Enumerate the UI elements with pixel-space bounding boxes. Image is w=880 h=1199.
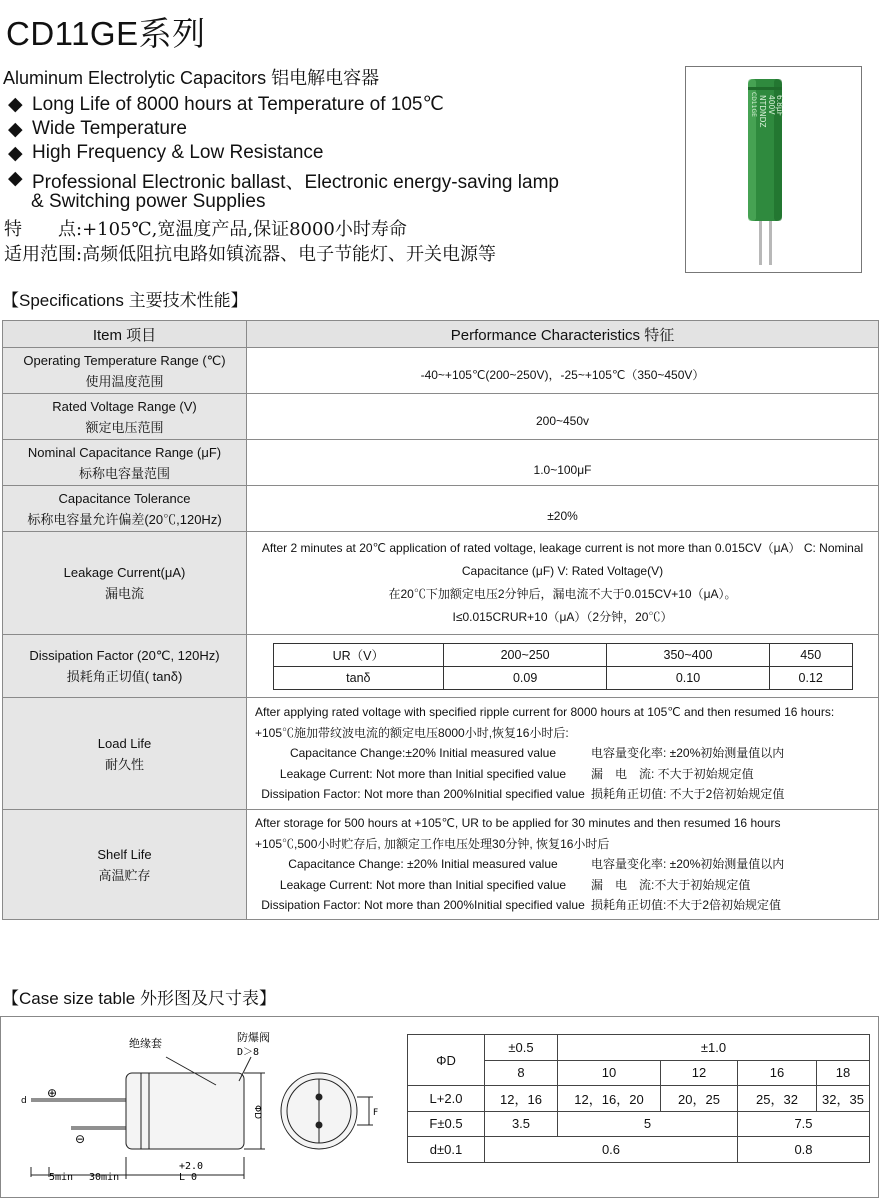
page-subtitle: Aluminum Electrolytic Capacitors 铝电解电容器 bbox=[3, 68, 380, 88]
svg-text:⊖: ⊖ bbox=[75, 1132, 86, 1146]
svg-text:d: d bbox=[21, 1096, 27, 1106]
value-cell: 200~450v bbox=[247, 394, 879, 440]
shelf-life-value-cell: After storage for 500 hours at +105℃, UR to be applied for 30 minutes and then resumed 16 hours +105℃,500小时贮存后, 加额定工作电压处理30分钟, 恢复16小时后 Capacitance Change: ±20% Initial measured value 电容量变化率: ±20%初始测量值以内 Leakage Current: Not more than Initial specified value 漏 电 流:不大于初始规定值 Dissipation Factor: Not more than 200%Initial specified value 损耗角正切值:不大于2倍初始规定值 bbox=[247, 810, 879, 920]
shelf-life-row bbox=[3, 810, 879, 920]
application-cn-line: 适用范围:高频低阻抗电路如镇流器、电子节能灯、开关电源等 bbox=[4, 244, 497, 265]
svg-text:L 0: L 0 bbox=[179, 1172, 198, 1183]
svg-text:ΦD: ΦD bbox=[252, 1105, 262, 1120]
diamond-bullet-icon: ◆ bbox=[8, 143, 23, 164]
dissipation-table: UR（V） 200~250 350~400 450 tanδ 0.09 0.10 0.12 bbox=[273, 643, 853, 690]
page-title: CD11GE系列 bbox=[6, 15, 206, 52]
svg-text:防爆阀: 防爆阀 bbox=[237, 1031, 270, 1044]
specifications-table bbox=[2, 320, 879, 920]
item-cell: Load Life 耐久性 bbox=[3, 698, 247, 810]
case-size-heading: 【Case size table 外形图及尺寸表】 bbox=[2, 989, 276, 1008]
diamond-bullet-icon: ◆ bbox=[8, 119, 23, 140]
svg-text:D＞8: D＞8 bbox=[237, 1047, 260, 1058]
feature-item: ◆ High Frequency & Low Resistance bbox=[8, 142, 324, 164]
feature-item: ◆ Wide Temperature bbox=[8, 118, 187, 140]
leakage-value-cell: After 2 minutes at 20℃ application of rated voltage, leakage current is not more than 0.015CV（μA） C: Nominal Capacitance (μF) V: Rated Voltage(V) 在20℃下加额定电压2分钟后，漏电流不大于0.015CV+10（μA）。 I≤0.015CRUR+10（μA）（2分钟，20℃） bbox=[247, 532, 879, 635]
specifications-heading: 【Specifications 主要技术性能】 bbox=[2, 291, 248, 310]
svg-text:CD11GE: CD11GE bbox=[750, 92, 757, 117]
svg-text:400V: 400V bbox=[767, 95, 776, 115]
table-row bbox=[3, 440, 879, 486]
feature-item: ◆ Professional Electronic ballast、Electronic energy-saving lamp bbox=[8, 168, 559, 193]
svg-text:5min: 5min bbox=[49, 1172, 74, 1183]
item-cell: Capacitance Tolerance 标称电容量允许偏差(20℃,120Hz) bbox=[3, 486, 247, 532]
capacitor-image bbox=[686, 67, 861, 272]
value-cell: ±20% bbox=[247, 486, 879, 532]
product-photo bbox=[685, 66, 862, 273]
value-cell: -40~+105℃(200~250V)，-25~+105℃（350~450V） bbox=[247, 348, 879, 394]
value-cell: 1.0~100μF bbox=[247, 440, 879, 486]
feature-item: ◆ Long Life of 8000 hours at Temperature of 105℃ bbox=[8, 94, 444, 115]
feature-continuation: & Switching power Supplies bbox=[31, 191, 266, 212]
svg-text:F: F bbox=[373, 1108, 379, 1118]
dissipation-value-cell bbox=[247, 635, 879, 698]
item-cell: Nominal Capacitance Range (μF) 标称电容量范围 bbox=[3, 440, 247, 486]
table-row bbox=[3, 394, 879, 440]
diamond-bullet-icon: ◆ bbox=[8, 168, 23, 189]
svg-text:+2.0: +2.0 bbox=[179, 1161, 204, 1172]
svg-text:NTDNDZ: NTDNDZ bbox=[758, 95, 767, 128]
feature-cn-line: 特 点:+105℃,宽温度产品,保证8000小时寿命 bbox=[4, 219, 407, 240]
svg-text:30min: 30min bbox=[89, 1172, 120, 1183]
svg-text:6.8μF: 6.8μF bbox=[775, 95, 784, 117]
load-life-row bbox=[3, 698, 879, 810]
svg-text:绝缘套: 绝缘套 bbox=[129, 1037, 162, 1050]
col-header-performance: Performance Characteristics 特征 bbox=[247, 321, 879, 348]
svg-text:⊕: ⊕ bbox=[47, 1086, 58, 1100]
item-cell: Shelf Life 高温贮存 bbox=[3, 810, 247, 920]
dissipation-row bbox=[3, 635, 879, 698]
leakage-row bbox=[3, 532, 879, 635]
table-row bbox=[3, 486, 879, 532]
load-life-value-cell: After applying rated voltage with specified ripple current for 8000 hours at 105℃ and then resumed 16 hours: +105℃施加带纹波电流的额定电压8000小时,恢复16小时后: Capacitance Change:±20% Initial measured value 电容量变化率: ±20%初始测量值以内 Leakage Current: Not more than Initial specified value 漏 电 流: 不大于初始规定值 Dissipation Factor: Not more than 200%Initial specified value 损耗角正切值: 不大于2倍初始规定值 bbox=[247, 698, 879, 810]
item-cell: Dissipation Factor (20℃, 120Hz) 损耗角正切值( tanδ) bbox=[3, 635, 247, 698]
col-header-item: Item 项目 bbox=[3, 321, 247, 348]
item-cell: Operating Temperature Range (℃) 使用温度范围 bbox=[3, 348, 247, 394]
item-cell: Leakage Current(μA) 漏电流 bbox=[3, 532, 247, 635]
case-size-table: ΦD ±0.5 ±1.0 8 10 12 16 18 L+2.0 12，16 12，16，20 20，25 25，32 32，35 F±0.5 3.5 5 7.5 d±0.1 0.6 0.8 bbox=[407, 1034, 870, 1163]
outline-drawing bbox=[1, 1017, 401, 1197]
table-row bbox=[3, 348, 879, 394]
item-cell: Rated Voltage Range (V) 额定电压范围 bbox=[3, 394, 247, 440]
diamond-bullet-icon: ◆ bbox=[8, 94, 23, 115]
